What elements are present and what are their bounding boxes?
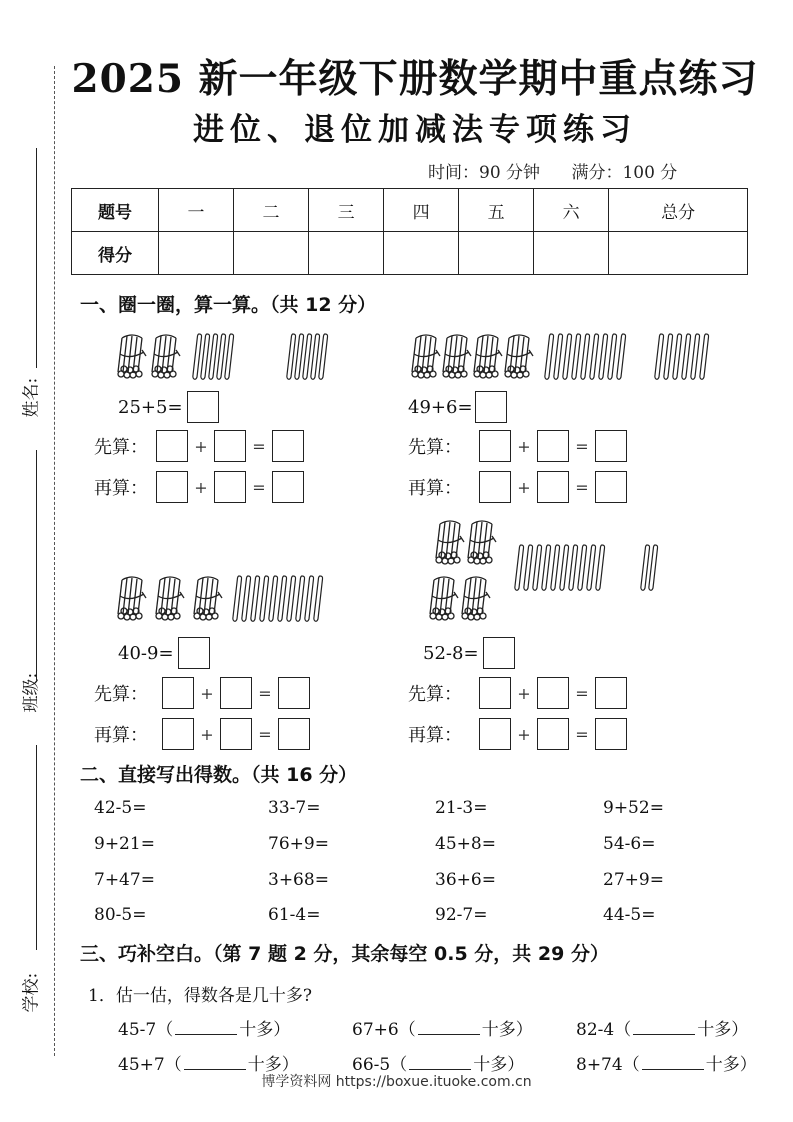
answer-box[interactable] [595, 677, 627, 709]
answer-box[interactable] [537, 471, 569, 503]
oral-item: 21-3= [435, 798, 488, 818]
score-cell[interactable] [384, 232, 459, 275]
first-label: 先算： [408, 684, 462, 705]
answer-blank[interactable] [418, 1020, 480, 1035]
answer-box[interactable] [595, 718, 627, 750]
first-label: 先算： [94, 684, 148, 705]
then-label: 再算： [408, 725, 462, 746]
problem-1 [118, 391, 219, 423]
score-cell[interactable] [459, 232, 534, 275]
bundles-figure-2 [408, 330, 718, 386]
problem-3 [118, 637, 210, 669]
first-step-row [408, 677, 627, 709]
equation: 52-8= [423, 642, 479, 664]
full-score: 满分：100 分 [571, 163, 678, 183]
cell: 一 [159, 189, 234, 232]
suffix: 十多） [697, 1020, 749, 1040]
sticks-figure-1b [280, 330, 330, 386]
cell: 四 [384, 189, 459, 232]
equals: = [252, 436, 266, 456]
suffix: 十多） [247, 1055, 299, 1075]
answer-box[interactable] [278, 718, 310, 750]
problem-2 [408, 391, 507, 423]
first-step-row [408, 430, 627, 462]
score-cell[interactable] [609, 232, 748, 275]
name-label: 姓名: [21, 377, 42, 418]
second-step-row [408, 718, 627, 750]
bundles-and-sticks-icon [114, 330, 284, 382]
answer-blank[interactable] [642, 1055, 704, 1070]
plus: + [200, 683, 214, 703]
expression: 45+7（ [118, 1055, 182, 1075]
suffix: 十多） [481, 1020, 533, 1040]
expression: 66-5（ [352, 1055, 408, 1075]
oral-item: 27+9= [603, 870, 664, 890]
suffix: 十多） [705, 1055, 757, 1075]
class-label: 班级: [21, 672, 42, 713]
second-step-row [94, 471, 304, 503]
answer-box[interactable] [214, 471, 246, 503]
section-2-title: 二、直接写出得数。（共 16 分） [80, 764, 358, 786]
answer-blank[interactable] [409, 1055, 471, 1070]
answer-box[interactable] [220, 677, 252, 709]
sticks-icon [280, 330, 330, 382]
equals: = [575, 724, 589, 744]
score-cell[interactable] [159, 232, 234, 275]
answer-blank[interactable] [184, 1055, 246, 1070]
answer-box[interactable] [214, 430, 246, 462]
then-label: 再算： [408, 478, 462, 499]
equals: = [258, 724, 272, 744]
expression: 82-4（ [576, 1020, 632, 1040]
expression: 8+74（ [576, 1055, 640, 1075]
oral-item: 36+6= [435, 870, 496, 890]
first-label: 先算： [408, 437, 462, 458]
plus: + [200, 724, 214, 744]
school-underline [36, 745, 37, 950]
answer-box[interactable] [479, 471, 511, 503]
first-step-row [94, 677, 310, 709]
answer-box[interactable] [162, 718, 194, 750]
answer-box[interactable] [156, 471, 188, 503]
estimate-item [576, 1015, 748, 1040]
second-step-row [408, 471, 627, 503]
answer-box[interactable] [479, 718, 511, 750]
oral-item: 54-6= [603, 834, 656, 854]
suffix: 十多） [473, 1055, 525, 1075]
score-cell[interactable] [534, 232, 609, 275]
class-underline [36, 450, 37, 680]
answer-box[interactable] [537, 718, 569, 750]
oral-item: 92-7= [435, 905, 488, 925]
expression: 45-7（ [118, 1020, 174, 1040]
question-1: 1．估一估，得数各是几十多? [88, 986, 312, 1006]
answer-box[interactable] [220, 718, 252, 750]
oral-item: 44-5= [603, 905, 656, 925]
name-underline [36, 148, 37, 368]
score-table [71, 188, 748, 275]
answer-box[interactable] [483, 637, 515, 669]
equals: = [258, 683, 272, 703]
answer-box[interactable] [479, 677, 511, 709]
answer-blank[interactable] [175, 1020, 237, 1035]
estimate-item [118, 1015, 290, 1040]
oral-item: 45+8= [435, 834, 496, 854]
answer-box[interactable] [162, 677, 194, 709]
bundles-and-sticks-icon [114, 572, 324, 624]
bundles-and-sticks-icon [408, 330, 718, 382]
time-limit: 时间：90 分钟 [428, 163, 541, 183]
cell: 题号 [72, 189, 159, 232]
oral-item: 9+21= [94, 834, 155, 854]
cell: 六 [534, 189, 609, 232]
answer-box[interactable] [156, 430, 188, 462]
then-label: 再算： [94, 478, 148, 499]
plus: + [517, 683, 531, 703]
cut-line [54, 66, 55, 1056]
cell: 二 [234, 189, 309, 232]
answer-box[interactable] [187, 391, 219, 423]
school-label: 学校: [21, 972, 42, 1013]
equation: 40-9= [118, 642, 174, 664]
bundles-and-sticks-icon [428, 516, 668, 626]
answer-box[interactable] [475, 391, 507, 423]
bundles-figure-4 [428, 516, 668, 630]
cell: 五 [459, 189, 534, 232]
bundles-figure-1 [114, 330, 284, 386]
oral-item: 76+9= [268, 834, 329, 854]
score-table-score-row [72, 232, 748, 275]
bundles-figure-3 [114, 572, 324, 628]
plus: + [517, 436, 531, 456]
equation: 25+5= [118, 396, 183, 418]
oral-item: 61-4= [268, 905, 321, 925]
then-label: 再算： [94, 725, 148, 746]
answer-box[interactable] [278, 677, 310, 709]
oral-item: 80-5= [94, 905, 147, 925]
equals: = [575, 683, 589, 703]
oral-item: 33-7= [268, 798, 321, 818]
page-title: 2025 新一年级下册数学期中重点练习 [71, 56, 759, 102]
problem-4 [423, 637, 515, 669]
oral-item: 42-5= [94, 798, 147, 818]
answer-box[interactable] [272, 430, 304, 462]
equals: = [575, 436, 589, 456]
equals: = [575, 477, 589, 497]
answer-box[interactable] [537, 430, 569, 462]
first-step-row [94, 430, 304, 462]
answer-box[interactable] [178, 637, 210, 669]
answer-box[interactable] [595, 430, 627, 462]
estimate-item [352, 1015, 533, 1040]
plus: + [194, 477, 208, 497]
answer-box[interactable] [595, 471, 627, 503]
first-label: 先算： [94, 437, 148, 458]
section-1-title: 一、圈一圈，算一算。（共 12 分） [80, 294, 377, 316]
answer-box[interactable] [537, 677, 569, 709]
watermark: 博学资料网 https://boxue.ituoke.com.cn [261, 1074, 532, 1090]
answer-blank[interactable] [633, 1020, 695, 1035]
cell: 总分 [609, 189, 748, 232]
plus: + [517, 724, 531, 744]
page-subtitle: 进位、退位加减法专项练习 [193, 112, 637, 148]
equals: = [252, 477, 266, 497]
cell: 得分 [72, 232, 159, 275]
oral-item: 3+68= [268, 870, 329, 890]
score-cell[interactable] [234, 232, 309, 275]
answer-box[interactable] [479, 430, 511, 462]
plus: + [517, 477, 531, 497]
oral-item: 9+52= [603, 798, 664, 818]
section-3-title: 三、巧补空白。（第 7 题 2 分，其余每空 0.5 分，共 29 分） [80, 943, 609, 965]
suffix: 十多） [239, 1020, 291, 1040]
oral-item: 7+47= [94, 870, 155, 890]
exam-meta [428, 158, 703, 183]
score-cell[interactable] [309, 232, 384, 275]
answer-box[interactable] [272, 471, 304, 503]
expression: 67+6（ [352, 1020, 416, 1040]
cell: 三 [309, 189, 384, 232]
second-step-row [94, 718, 310, 750]
score-table-header-row [72, 189, 748, 232]
equation: 49+6= [408, 396, 473, 418]
plus: + [194, 436, 208, 456]
